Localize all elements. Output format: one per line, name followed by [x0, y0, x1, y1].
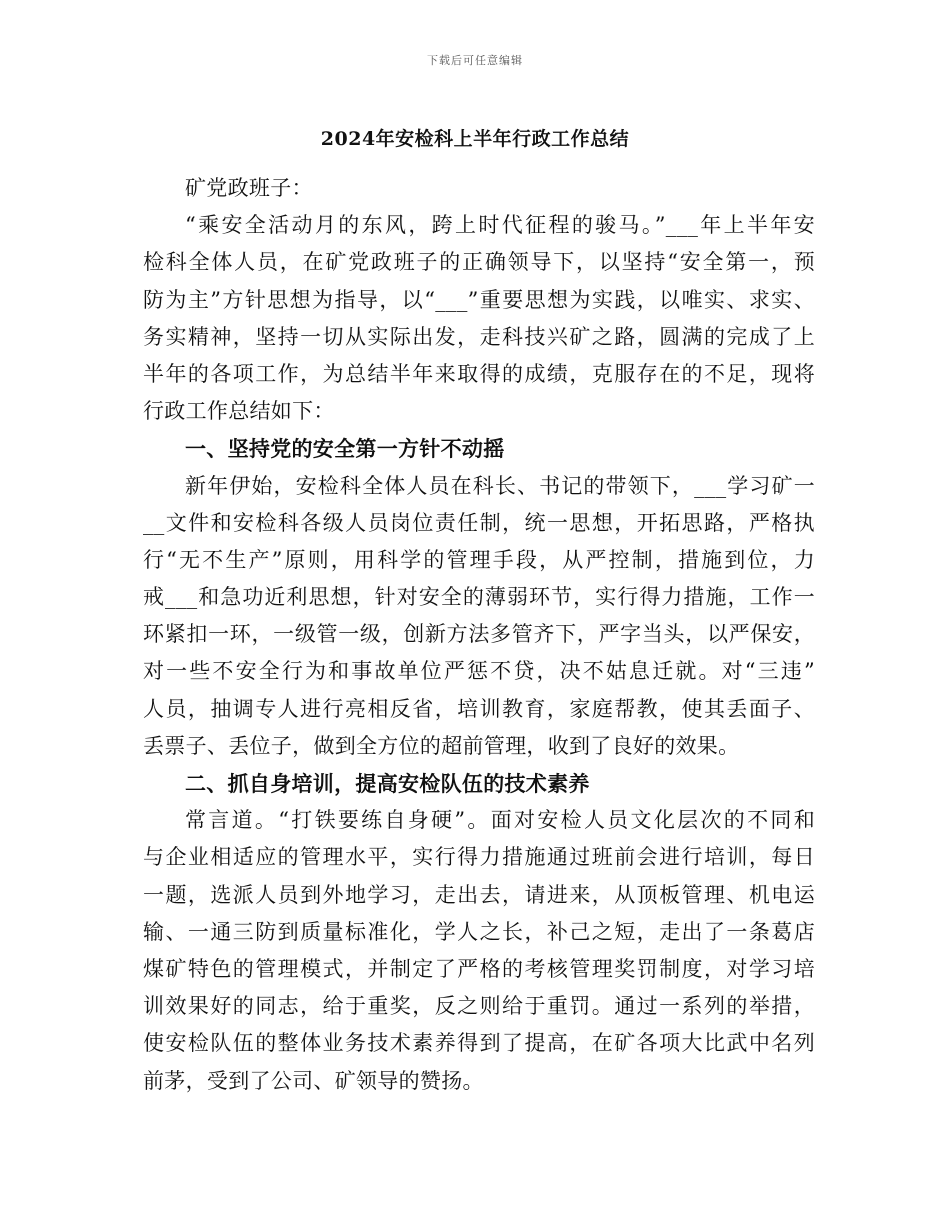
text-line: 防为主”方针思想为指导，以“___”重要思想为实践，以唯实、求实、	[143, 287, 815, 312]
salutation: 矿党政班子：	[185, 176, 313, 200]
section-2-paragraph	[143, 802, 815, 1100]
text-line: 与企业相适应的管理水平，实行得力措施通过班前会进行培训，每日	[143, 845, 815, 870]
text-line: “乘安全活动月的东风，跨上时代征程的骏马。”___年上半年安	[185, 213, 815, 238]
text-line: 煤矿特色的管理模式，并制定了严格的考核管理奖罚制度，对学习培	[143, 956, 815, 981]
text-line: 务实精神，坚持一切从实际出发，走科技兴矿之路，圆满的完成了上	[143, 324, 815, 349]
text-line: 半年的各项工作，为总结半年来取得的成绩，克服存在的不足，现将	[143, 361, 815, 386]
text-line: 行“无不生产”原则，用科学的管理手段，从严控制，措施到位，力	[143, 547, 815, 572]
text-line: 环紧扣一环，一级管一级，创新方法多管齐下，严字当头，以严保安，	[143, 622, 815, 647]
text-line: 输、一通三防到质量标准化，学人之长，补己之短，走出了一条葛店	[143, 919, 815, 944]
document-body	[143, 170, 815, 1100]
text-line: 新年伊始，安检科全体人员在科长、书记的带领下，___学习矿一	[185, 473, 815, 498]
text-line: 人员，抽调专人进行亮相反省，培训教育，家庭帮教，使其丢面子、	[143, 696, 815, 721]
text-line: 前茅，受到了公司、矿领导的赞扬。	[143, 1068, 484, 1093]
document-title: 2024年安检科上半年行政工作总结	[320, 128, 630, 150]
text-line: 训效果好的同志，给于重奖，反之则给于重罚。通过一系列的举措，	[143, 994, 815, 1019]
text-line: 丢票子、丢位子，做到全方位的超前管理，收到了良好的效果。	[143, 733, 740, 758]
text-line: 一题，选派人员到外地学习，走出去，请进来，从顶板管理、机电运	[143, 882, 815, 907]
text-line: __文件和安检科各级人员岗位责任制，统一思想，开拓思路，严格执	[143, 510, 815, 535]
text-line: 对一些不安全行为和事故单位严惩不贷，决不姑息迁就。对“三违”	[143, 659, 816, 684]
header-note: 下载后可任意编辑	[427, 54, 523, 67]
section-heading: 一、坚持党的安全第一方针不动摇	[185, 436, 505, 462]
intro-paragraph	[143, 207, 815, 430]
text-line: 检科全体人员，在矿党政班子的正确领导下，以坚持“安全第一，预	[143, 250, 815, 275]
text-line: 行政工作总结如下：	[143, 399, 335, 424]
section-heading: 二、抓自身培训，提高安检队伍的技术素养	[185, 771, 590, 796]
text-line: 常言道。“打铁要练自身硬”。面对安检人员文化层次的不同和	[185, 808, 815, 833]
text-line: 使安检队伍的整体业务技术素养得到了提高，在矿各项大比武中名列	[143, 1031, 815, 1056]
text-line: 戒___和急功近利思想，针对安全的薄弱环节，实行得力措施，工作一	[143, 585, 815, 610]
section-1-paragraph	[143, 468, 815, 766]
